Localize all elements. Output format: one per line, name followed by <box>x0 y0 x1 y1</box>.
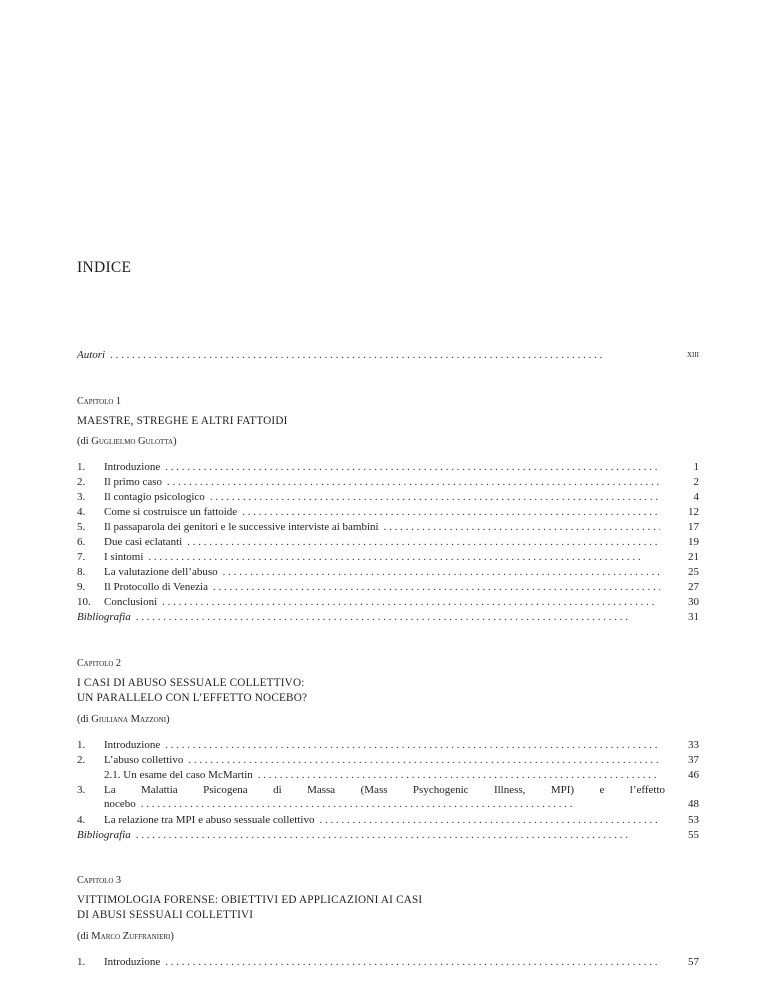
chapter-title-line: I CASI DI ABUSO SESSUALE COLLETTIVO: <box>77 677 305 689</box>
chapter-title-line: UN PARALLELO CON L’EFFETTO NOCEBO? <box>77 692 308 704</box>
entry-page: 4 <box>693 491 699 503</box>
toc-entry-bibliografia[interactable] <box>77 828 699 842</box>
entry-page: xiii <box>686 349 699 360</box>
dot-leader <box>165 955 660 969</box>
entry-page: 46 <box>688 769 699 781</box>
dot-leader <box>162 595 660 609</box>
dot-leader <box>165 738 660 752</box>
author-name: Marco Zuffranieri <box>91 931 171 942</box>
author-prefix: (di <box>77 436 92 447</box>
author-prefix: (di <box>77 931 92 942</box>
author-suffix: ) <box>166 714 170 725</box>
toc-entry[interactable] <box>77 955 699 969</box>
entry-number: 3. <box>77 784 86 796</box>
chapter-author <box>77 436 177 447</box>
entry-page: 25 <box>688 566 699 578</box>
author-name: Giuliana Mazzoni <box>91 714 167 725</box>
entry-number: 7. <box>77 551 86 563</box>
entry-number: 10. <box>77 596 91 608</box>
dot-leader <box>187 535 660 549</box>
entry-text: Introduzione <box>104 739 161 751</box>
chapter-label: Capitolo 3 <box>77 875 121 886</box>
entry-number: 5. <box>77 521 86 533</box>
toc-subentry[interactable] <box>104 768 699 782</box>
chapter-title-line: MAESTRE, STREGHE E ALTRI FATTOIDI <box>77 415 288 427</box>
dot-leader <box>258 768 660 782</box>
dot-leader <box>167 475 660 489</box>
entry-number: 6. <box>77 536 86 548</box>
toc-entry[interactable] <box>77 738 699 752</box>
toc-entry[interactable] <box>77 753 699 767</box>
chapter-title-line: DI ABUSI SESSUALI COLLETTIVI <box>77 909 254 921</box>
dot-leader <box>188 753 660 767</box>
toc-entry[interactable] <box>77 595 699 609</box>
toc-entry[interactable] <box>77 580 699 594</box>
entry-text: Introduzione <box>104 461 161 473</box>
dot-leader <box>141 797 660 811</box>
entry-number: 2. <box>77 476 86 488</box>
entry-text: La relazione tra MPI e abuso sessuale collettivo <box>104 814 315 826</box>
chapter-title <box>77 893 422 923</box>
author-prefix: (di <box>77 714 92 725</box>
entry-page: 48 <box>688 798 699 810</box>
chapter-author <box>77 714 170 725</box>
dot-leader <box>148 550 660 564</box>
entry-number: 3. <box>77 491 86 503</box>
chapter-label: Capitolo 2 <box>77 658 121 669</box>
entry-text: I sintomi <box>104 551 144 563</box>
entry-number: 9. <box>77 581 86 593</box>
entry-page: 21 <box>688 551 699 563</box>
entry-number: 4. <box>77 506 86 518</box>
entry-text-line2: nocebo <box>104 798 136 810</box>
toc-entry-bibliografia[interactable] <box>77 610 699 624</box>
dot-leader <box>210 490 660 504</box>
entry-text: Il Protocollo di Venezia <box>104 581 208 593</box>
toc-entry[interactable] <box>77 550 699 564</box>
entry-text: Come si costruisce un fattoide <box>104 506 238 518</box>
entry-number: 1. <box>77 956 86 968</box>
dot-leader <box>213 580 660 594</box>
entry-text: Autori <box>77 349 106 361</box>
toc-entry[interactable] <box>77 475 699 489</box>
author-name: Guglielmo Gulotta <box>91 436 174 447</box>
page-title: INDICE <box>77 259 132 276</box>
toc-entry[interactable] <box>77 565 699 579</box>
entry-text-line1: La Malattia Psicogena di Massa (Mass Psychogenic Illness, MPI) e l’effetto <box>104 784 665 796</box>
chapter-title <box>77 414 288 429</box>
dot-leader <box>136 610 660 624</box>
chapter-author <box>77 931 174 942</box>
entry-page: 12 <box>688 506 699 518</box>
dot-leader <box>319 813 660 827</box>
entry-number: 1. <box>77 461 86 473</box>
entry-number: 1. <box>77 739 86 751</box>
entry-text: 2.1. Un esame del caso McMartin <box>104 769 253 781</box>
entry-page: 30 <box>688 596 699 608</box>
entry-page: 19 <box>688 536 699 548</box>
entry-text: Il contagio psicologico <box>104 491 205 503</box>
dot-leader <box>136 828 660 842</box>
entry-page: 31 <box>688 611 699 623</box>
entry-page: 53 <box>688 814 699 826</box>
dot-leader <box>110 348 660 362</box>
entry-text: Introduzione <box>104 956 161 968</box>
entry-number: 2. <box>77 754 86 766</box>
entry-text: Conclusioni <box>104 596 158 608</box>
entry-page: 2 <box>693 476 699 488</box>
entry-text: Bibliografia <box>77 829 131 841</box>
entry-page: 33 <box>688 739 699 751</box>
entry-text: L’abuso collettivo <box>104 754 184 766</box>
entry-page: 27 <box>688 581 699 593</box>
toc-entry[interactable] <box>77 535 699 549</box>
entry-page: 37 <box>688 754 699 766</box>
toc-entry[interactable] <box>77 490 699 504</box>
toc-entry[interactable] <box>77 460 699 474</box>
dot-leader <box>384 520 660 534</box>
author-suffix: ) <box>170 931 174 942</box>
entry-page: 17 <box>688 521 699 533</box>
toc-entry[interactable] <box>77 813 699 827</box>
toc-entry[interactable] <box>77 505 699 519</box>
chapter-title-line: VITTIMOLOGIA FORENSE: OBIETTIVI ED APPLICAZIONI AI CASI <box>77 894 423 906</box>
entry-text: Due casi eclatanti <box>104 536 183 548</box>
toc-entry-wrapped[interactable] <box>77 783 699 811</box>
entry-page: 55 <box>688 829 699 841</box>
toc-entry[interactable] <box>77 520 699 534</box>
entry-text: Il primo caso <box>104 476 163 488</box>
author-suffix: ) <box>173 436 177 447</box>
entry-text-line2-wrap <box>104 797 665 811</box>
chapter-label: Capitolo 1 <box>77 396 121 407</box>
entry-text: Bibliografia <box>77 611 131 623</box>
toc-entry-autori[interactable] <box>77 348 699 362</box>
chapter-title <box>77 676 307 706</box>
dot-leader <box>223 565 660 579</box>
dot-leader <box>165 460 660 474</box>
entry-text: La valutazione dell’abuso <box>104 566 218 578</box>
entry-page: 57 <box>688 956 699 968</box>
entry-number: 4. <box>77 814 86 826</box>
dot-leader <box>242 505 660 519</box>
entry-number: 8. <box>77 566 86 578</box>
entry-page: 1 <box>693 461 699 473</box>
entry-text: Il passaparola dei genitori e le successive interviste ai bambini <box>104 521 379 533</box>
